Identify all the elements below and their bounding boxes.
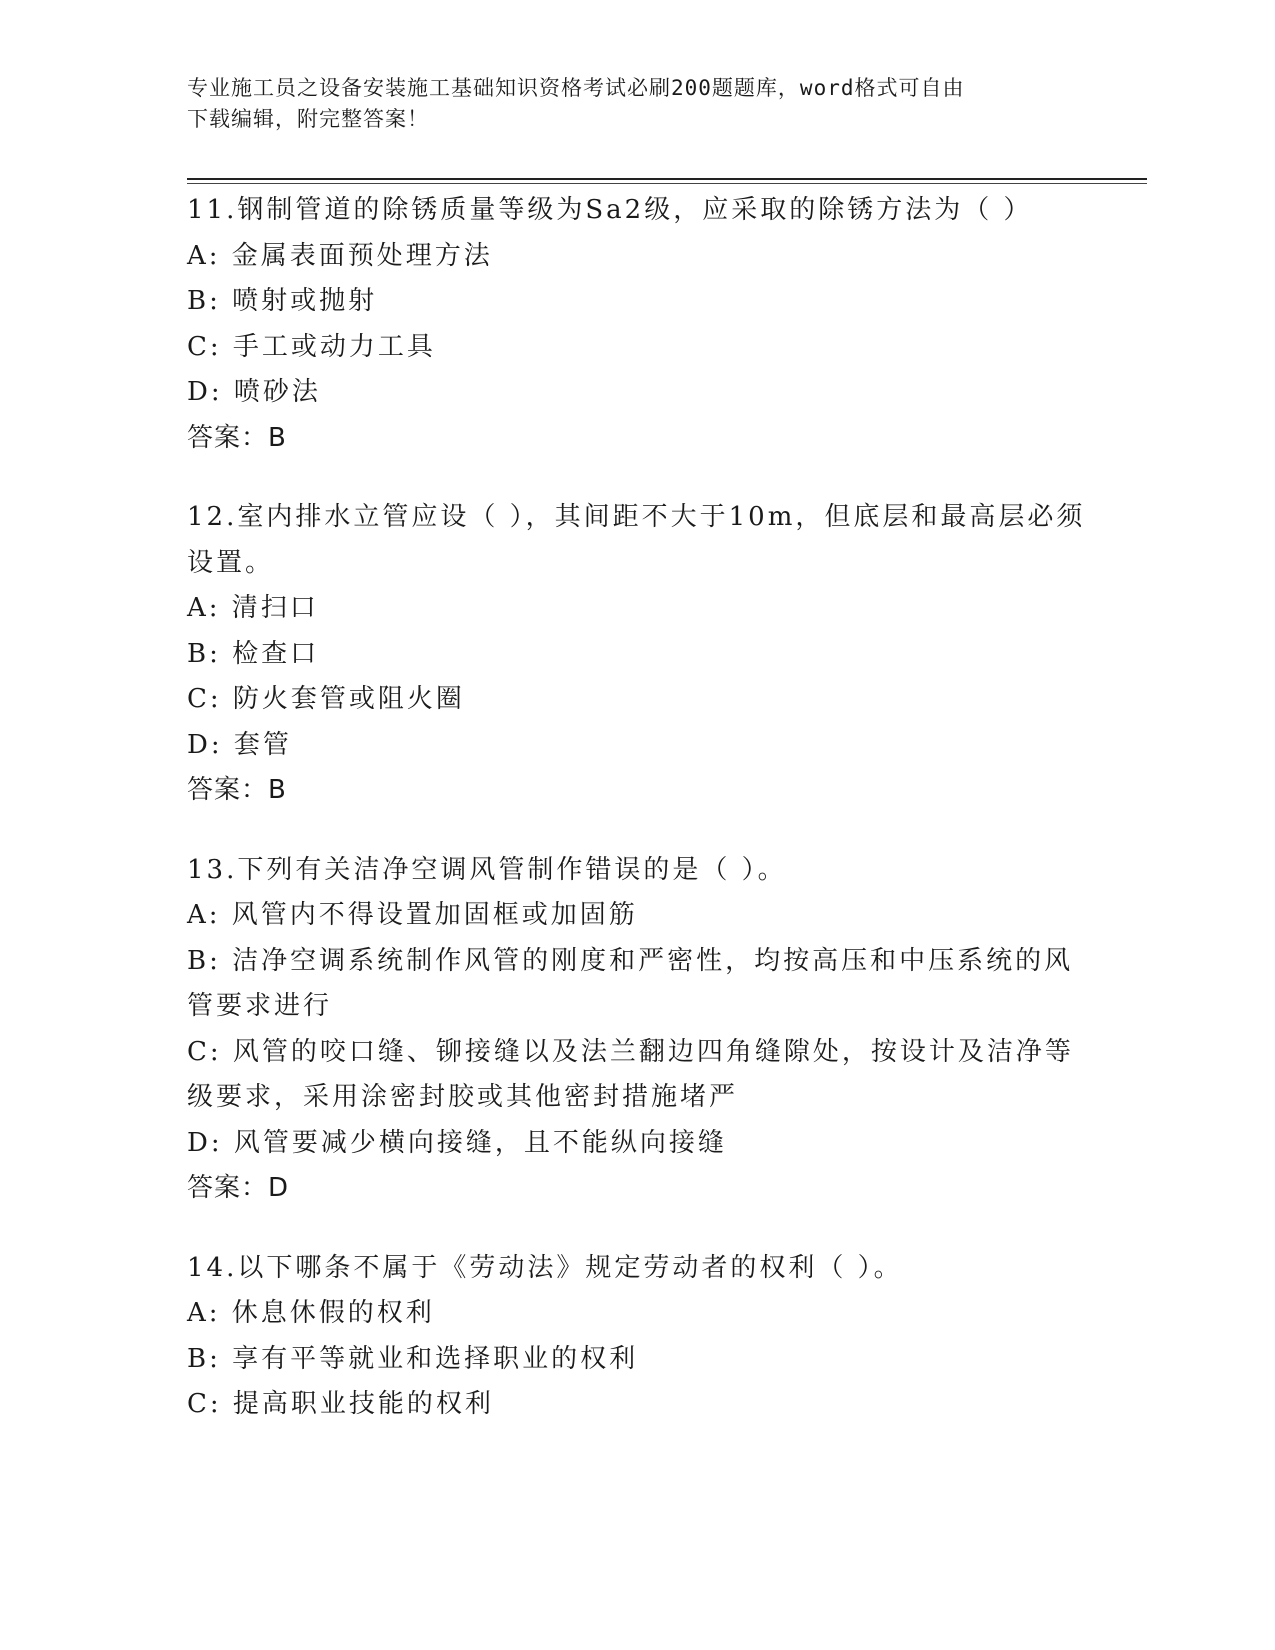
option-c: C: 手工或动力工具 [187, 331, 436, 362]
option-d: D: 套管 [187, 729, 292, 760]
header-divider-thick [187, 178, 1147, 180]
header-line-2: 下载编辑，附完整答案！ [187, 107, 429, 131]
option-b: B: 检查口 [187, 638, 320, 669]
option-a: A: 休息休假的权利 [187, 1298, 435, 1328]
option-b: B: 喷射或抛射 [187, 286, 378, 316]
answer-line: 答案：D [187, 1173, 290, 1203]
question-stem: 14.以下哪条不属于《劳动法》规定劳动者的权利（ ）。 [187, 1252, 903, 1283]
header-divider-thin [187, 183, 1147, 184]
option-d: D: 风管要减少横向接缝，且不能纵向接缝 [187, 1127, 727, 1158]
document-header [187, 73, 1087, 135]
question-stem: 13.下列有关洁净空调风管制作错误的是（ ）。 [187, 854, 787, 885]
option-b: B: 洁净空调系统制作风管的刚度和严密性，均按高压和中压系统的风管要求进行 [187, 945, 1074, 1021]
question-13 [187, 848, 1087, 1212]
option-d: D: 喷砂法 [187, 377, 321, 407]
option-b: B: 享有平等就业和选择职业的权利 [187, 1343, 639, 1374]
question-stem: 11.钢制管道的除锈质量等级为Sa2级，应采取的除锈方法为（ ） [187, 195, 1033, 225]
question-14 [187, 1246, 1087, 1428]
answer-line: 答案：B [187, 422, 287, 453]
question-12 [187, 495, 1087, 814]
header-line-1: 专业施工员之设备安装施工基础知识资格考试必刷200题题库，word格式可自由 [187, 76, 965, 100]
option-c: C: 防火套管或阻火圈 [187, 684, 465, 714]
option-a: A: 清扫口 [187, 593, 319, 623]
question-11 [187, 188, 1087, 461]
option-a: A: 金属表面预处理方法 [187, 240, 493, 271]
answer-line: 答案：B [187, 775, 287, 805]
option-c: C: 风管的咬口缝、铆接缝以及法兰翻边四角缝隙处，按设计及洁净等级要求，采用涂密封胶或其他密封措施堵严 [187, 1036, 1074, 1112]
question-list [187, 188, 1087, 1462]
question-stem: 12.室内排水立管应设（ ），其间距不大于10m，但底层和最高层必须设置。 [187, 502, 1086, 578]
option-c: C: 提高职业技能的权利 [187, 1389, 494, 1419]
option-a: A: 风管内不得设置加固框或加固筋 [187, 900, 638, 930]
